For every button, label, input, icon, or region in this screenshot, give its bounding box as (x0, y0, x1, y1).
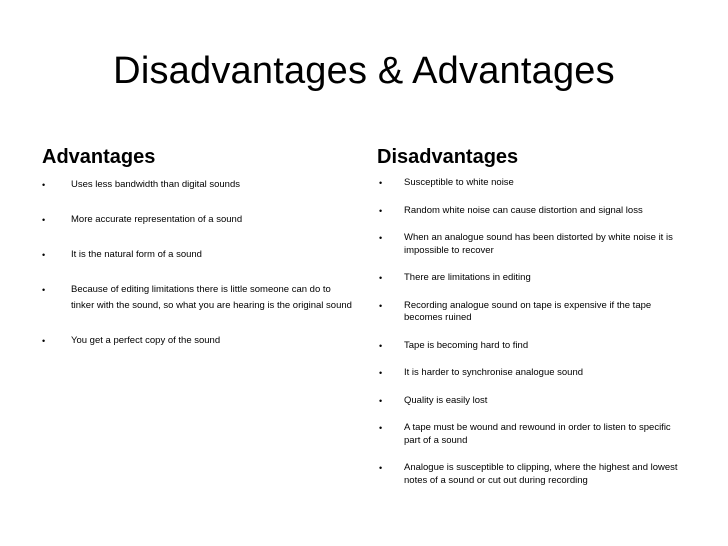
list-item-text: When an analogue sound has been distorted by white noise it is impossible to recover (404, 232, 673, 256)
list-item-text: Quality is easily lost (404, 394, 488, 406)
list-item (377, 462, 687, 487)
bullet-icon: • (379, 300, 383, 311)
list-item (42, 247, 352, 263)
bullet-icon: • (379, 273, 383, 283)
list-item-text: Tape is becoming hard to find (404, 339, 529, 351)
bullet-icon: • (379, 368, 383, 378)
bullet-icon: • (42, 250, 46, 260)
bullet-icon: • (42, 180, 46, 190)
list-item (377, 177, 687, 190)
list-item-text: More accurate representation of a sound (71, 214, 243, 225)
list-item (377, 422, 687, 447)
list-item (377, 272, 687, 285)
bullet-icon: • (379, 463, 383, 473)
list-item-text: Because of editing limitations there is little someone can do to tinker with the sound, so what you are hearing is the original sound (71, 284, 352, 311)
list-item (377, 395, 687, 408)
advantages-column (42, 145, 352, 368)
list-item-text: Uses less bandwidth than digital sounds (71, 179, 240, 190)
bullet-icon: • (42, 285, 46, 295)
list-item-text: It is harder to synchronise analogue sound (404, 367, 584, 378)
advantages-heading: Advantages (42, 146, 156, 168)
list-item (377, 232, 687, 257)
bullet-icon: • (379, 178, 383, 188)
disadvantages-column (377, 145, 687, 502)
list-item-text: You get a perfect copy of the sound (71, 335, 221, 346)
bullet-icon: • (42, 215, 46, 225)
bullet-icon: • (379, 423, 383, 433)
list-item-text: Analogue is susceptible to clipping, where the highest and lowest notes of a sound or cut out during recording (404, 462, 678, 486)
bullet-icon: • (379, 205, 383, 216)
disadvantages-heading: Disadvantages (377, 146, 519, 168)
list-item-text: A tape must be wound and rewound in order to listen to specific part of a sound (404, 422, 671, 446)
list-item (377, 340, 687, 353)
list-item-text: There are limitations in editing (404, 272, 531, 283)
list-item (42, 333, 352, 349)
list-item (377, 205, 687, 218)
list-item (377, 300, 687, 325)
list-item (42, 282, 352, 314)
bullet-icon: • (42, 336, 46, 346)
list-item-text: It is the natural form of a sound (71, 249, 202, 260)
disadvantages-list (377, 177, 687, 487)
list-item (377, 367, 687, 380)
list-item-text: Random white noise can cause distortion and signal loss (404, 204, 643, 216)
bullet-icon: • (379, 233, 383, 243)
list-item-text: Susceptible to white noise (404, 177, 514, 188)
list-item (42, 177, 352, 193)
bullet-icon: • (379, 395, 383, 406)
bullet-icon: • (379, 340, 383, 351)
list-item-text: Recording analogue sound on tape is expensive if the tape becomes ruined (404, 299, 652, 323)
list-item (42, 212, 352, 228)
slide-title: Disadvantages & Advantages (113, 50, 615, 92)
advantages-list (42, 177, 352, 349)
